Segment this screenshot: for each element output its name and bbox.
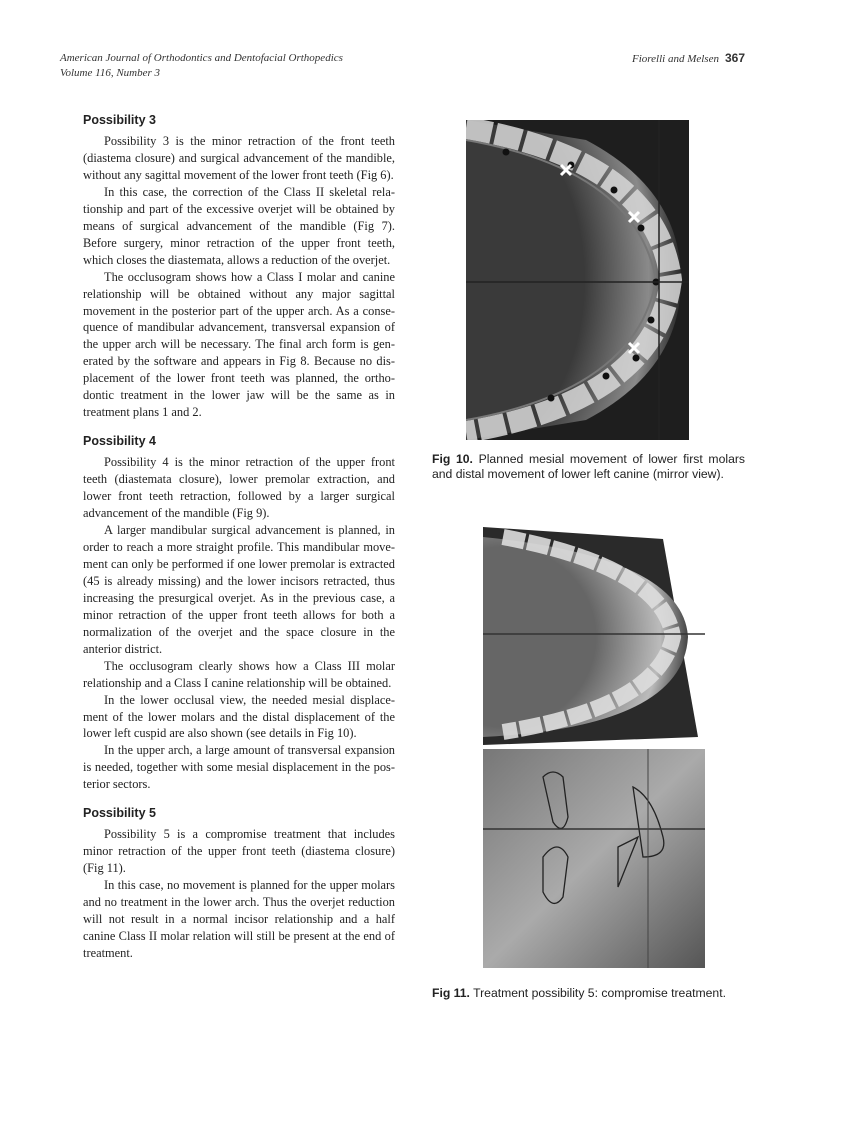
paragraph: Possibility 5 is a compromise treatment that includes minor retraction of the upper front teeth (diastema closure) (Fig 11). <box>83 827 395 876</box>
paragraph: In this case, no movement is planned for the upper molars and no treatment in the lower arch. Thus the overjet reduction will not result in a normal incisor relationship and a half canine Class II molar relation will still be present at the end of treatment. <box>83 878 395 960</box>
volume-info: Volume 116, Number 3 <box>60 67 161 79</box>
figure-10-caption <box>432 452 745 481</box>
figure-label: Fig 11. <box>432 986 470 1000</box>
authors: Fiorelli and Melsen <box>632 53 719 65</box>
journal-title: American Journal of Orthodontics and Dentofacial Orthopedics <box>60 52 343 64</box>
figure-10-image <box>466 120 689 440</box>
paragraph: Possibility 3 is the minor retraction of the front teeth (diastema closure) and surgical advancement of the mandible, without any sagittal movement of the lower front teeth (Fig 6). <box>83 134 395 182</box>
section-possibility-4 <box>83 433 395 793</box>
figure-11-caption <box>432 986 745 1001</box>
paragraph: Possibility 4 is the minor retraction of the upper front teeth (diastemata closure), lower premolar extraction, and lower front teeth retraction, followed by a larger surgical advancement of the mandible (Fig 9). <box>83 455 395 521</box>
paragraph: The occlusogram clearly shows how a Class III molar relationship and a Class I canine relationship will be obtained. <box>83 658 395 690</box>
paragraph: In the upper arch, a large amount of transversal expansion is needed, together with some mesial displacement in the posterior sectors. <box>83 743 395 792</box>
running-head <box>632 51 745 65</box>
paragraph: In the lower occlusal view, the needed mesial displacement of the lower molars and the distal displacement of the lower left cuspid are also shown (see details in Fig 10). <box>83 692 395 741</box>
section-heading: Possibility 3 <box>83 113 156 127</box>
caption-text: Planned mesial movement of lower first molars and distal movement of lower left canine (mirror view). <box>432 452 745 481</box>
paragraph: A larger mandibular surgical advancement is planned, in order to reach a more straight profile. This mandibular movement can only be performed if one lower premolar is extracted (45 is already missing) and the lower incisors retracted, thus increasing the presurgical overjet. As in the previous case, a minor retraction of the upper front teeth allows for both a normalization of the overjet and the space closure in the anterior district. <box>83 523 395 656</box>
section-heading: Possibility 5 <box>83 806 156 821</box>
paragraph: In this case, the correction of the Class II skeletal relationship and part of the excessive overjet will be obtained by means of surgical advancement of the mandible (Fig 7). Before surgery, minor retraction of the upper front teeth, which closes the diastemata, allows a reduction of the overjet. <box>83 184 395 267</box>
page-number: 367 <box>724 51 745 65</box>
figure-label: Fig 10. <box>432 452 473 466</box>
text-column <box>83 112 395 974</box>
section-heading: Possibility 4 <box>83 434 156 449</box>
caption-text: Treatment possibility 5: compromise treatment. <box>473 986 726 1000</box>
section-possibility-3 <box>83 112 395 421</box>
paragraph: The occlusogram shows how a Class I molar and canine relationship will be obtained without any major sagittal movement in the posterior part of the upper arch. As a consequence of mandibular advancement, transversal expansion of the upper arch will be necessary. The final arch form is generated by the software and appears in Fig 8. Because no displacement of the lower front teeth was planned, the orthodontic treatment in the lower jaw will be the same as in treatment plans 1 and 2. <box>83 269 395 420</box>
figure-11-image <box>483 527 705 968</box>
section-possibility-5 <box>83 805 395 962</box>
